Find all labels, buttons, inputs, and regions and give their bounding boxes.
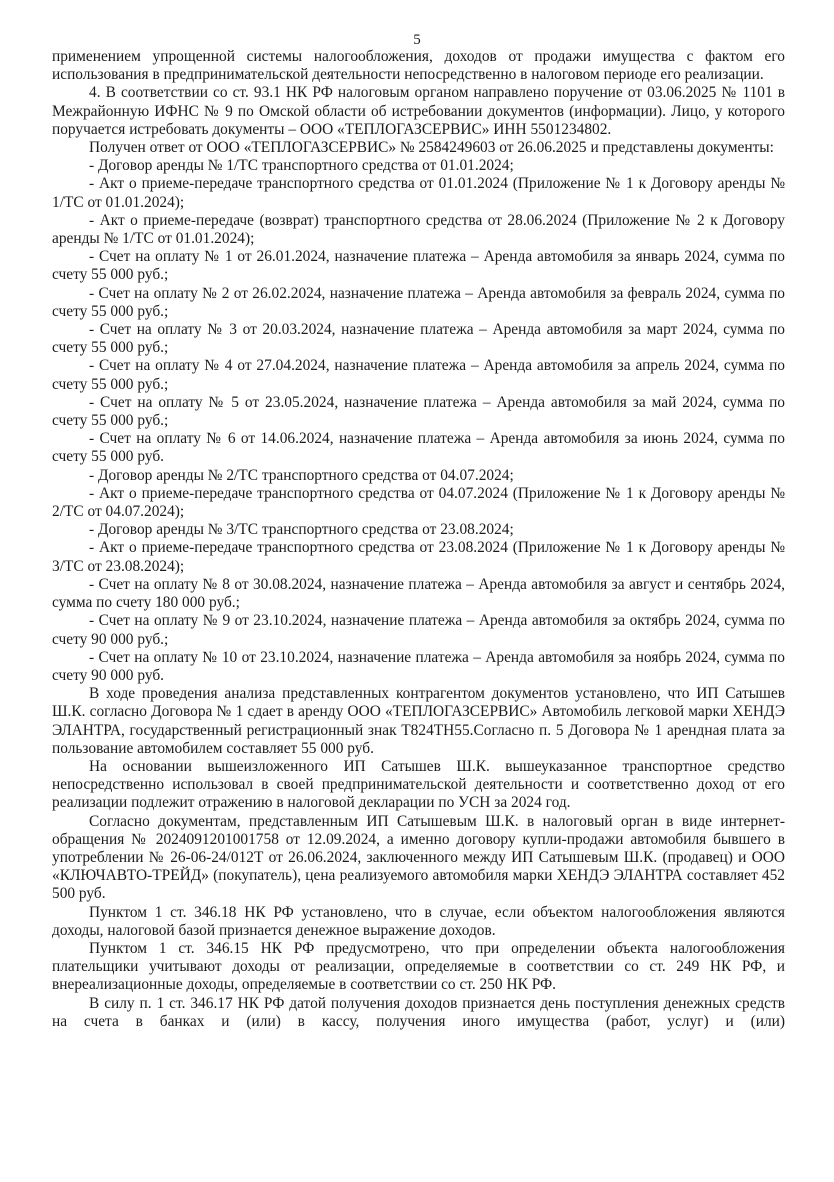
paragraph: - Акт о приеме-передаче транспортного средства от 01.01.2024 (Приложение № 1 к Договору аренды № 1/ТС от 01.01.2024); <box>52 175 785 211</box>
paragraph: В ходе проведения анализа представленных контрагентом документов установлено, что ИП Сатышев Ш.К. согласно Договора № 1 сдает в аренду ООО «ТЕПЛОГАЗСЕРВИС» Автомобиль легковой марки ХЕНДЭ ЭЛАНТРА, государственный регистрационный знак Т824ТН55.Согласно п. 5 Договора № 1 арендная плата за пользование автомобилем составляет 55 000 руб. <box>52 685 785 757</box>
paragraph: - Счет на оплату № 10 от 23.10.2024, назначение платежа – Аренда автомобиля за ноябрь 2024, сумма по счету 90 000 руб. <box>52 648 785 684</box>
document-body <box>52 48 785 1031</box>
paragraph: Пунктом 1 ст. 346.18 НК РФ установлено, что в случае, если объектом налогообложения являются доходы, налоговой базой признается денежное выражение доходов. <box>52 903 785 939</box>
paragraph: - Счет на оплату № 9 от 23.10.2024, назначение платежа – Аренда автомобиля за октябрь 2024, сумма по счету 90 000 руб.; <box>52 612 785 648</box>
paragraph: - Счет на оплату № 1 от 26.01.2024, назначение платежа – Аренда автомобиля за январь 2024, сумма по счету 55 000 руб.; <box>52 248 785 284</box>
paragraph: - Счет на оплату № 3 от 20.03.2024, назначение платежа – Аренда автомобиля за март 2024, сумма по счету 55 000 руб.; <box>52 321 785 357</box>
paragraph: - Счет на оплату № 4 от 27.04.2024, назначение платежа – Аренда автомобиля за апрель 2024, сумма по счету 55 000 руб.; <box>52 357 785 393</box>
paragraph: - Счет на оплату № 8 от 30.08.2024, назначение платежа – Аренда автомобиля за август и сентябрь 2024, сумма по счету 180 000 руб.; <box>52 575 785 612</box>
paragraph: - Счет на оплату № 5 от 23.05.2024, назначение платежа – Аренда автомобиля за май 2024, сумма по счету 55 000 руб.; <box>52 393 785 430</box>
paragraph: Получен ответ от ООО «ТЕПЛОГАЗСЕРВИС» № 2584249603 от 26.06.2025 и представлены документы: <box>89 139 774 157</box>
paragraph: 4. В соответствии со ст. 93.1 НК РФ налоговым органом направлено поручение от 03.06.2025 № 1101 в Межрайонную ИФНС № 9 по Омской области об истребовании документов (информации). Лицо, у которого поручается истребовать документы – ООО «ТЕПЛОГАЗСЕРВИС» ИНН 5501234802. <box>52 84 785 138</box>
paragraph: - Договор аренды № 1/ТС транспортного средства от 01.01.2024; <box>89 157 514 175</box>
paragraph: Пунктом 1 ст. 346.15 НК РФ предусмотрено, что при определении объекта налогообложения плательщики учитывают доходы от реализации, определяемые в соответствии со ст. 249 НК РФ, и внереализационные доходы, определяемые в соответствии со ст. 250 НК РФ. <box>52 939 785 994</box>
page-number: 5 <box>413 32 421 48</box>
paragraph: - Акт о приеме-передаче транспортного средства от 23.08.2024 (Приложение № 1 к Договору аренды № 3/ТС от 23.08.2024); <box>52 539 785 575</box>
paragraph: На основании вышеизложенного ИП Сатышев Ш.К. вышеуказанное транспортное средство непосредственно использовал в своей предпринимательской деятельности и соответственно доход от его реализации подлежит отражению в налоговой декларации по УСН за 2024 год. <box>52 757 785 812</box>
paragraph: - Договор аренды № 3/ТС транспортного средства от 23.08.2024; <box>89 521 514 539</box>
paragraph: В силу п. 1 ст. 346.17 НК РФ датой получения доходов признается день поступления денежных средств на счета в банках и (или) в кассу, получения иного имущества (работ, услуг) и (или) <box>52 994 785 1030</box>
paragraph: - Акт о приеме-передаче транспортного средства от 04.07.2024 (Приложение № 1 к Договору аренды № 2/ТС от 04.07.2024); <box>52 484 785 521</box>
paragraph: - Договор аренды № 2/ТС транспортного средства от 04.07.2024; <box>89 466 514 484</box>
paragraph: - Счет на оплату № 2 от 26.02.2024, назначение платежа – Аренда автомобиля за февраль 2024, сумма по счету 55 000 руб.; <box>52 284 785 320</box>
paragraph: Согласно документам, представленным ИП Сатышевым Ш.К. в налоговый орган в виде интернет-обращения № 2024091201001758 от 12.09.2024, а именно договору купли-продажи автомобиля бывшего в употреблении № 26-06-24/012Т от 26.06.2024, заключенного между ИП Сатышевым Ш.К. (продавец) и ООО «КЛЮЧАВТО-ТРЕЙД» (покупатель), цена реализуемого автомобиля марки ХЕНДЭ ЭЛАНТРА составляет 452 500 руб. <box>52 812 785 903</box>
paragraph: - Акт о приеме-передаче (возврат) транспортного средства от 28.06.2024 (Приложение № 2 к Договору аренды № 1/ТС от 01.01.2024); <box>52 211 785 248</box>
paragraph: - Счет на оплату № 6 от 14.06.2024, назначение платежа – Аренда автомобиля за июнь 2024, сумма по счету 55 000 руб. <box>52 430 785 466</box>
paragraph: применением упрощенной системы налогообложения, доходов от продажи имущества с фактом его использования в предпринимательской деятельности непосредственно в налоговом периоде его реализации. <box>52 48 785 84</box>
